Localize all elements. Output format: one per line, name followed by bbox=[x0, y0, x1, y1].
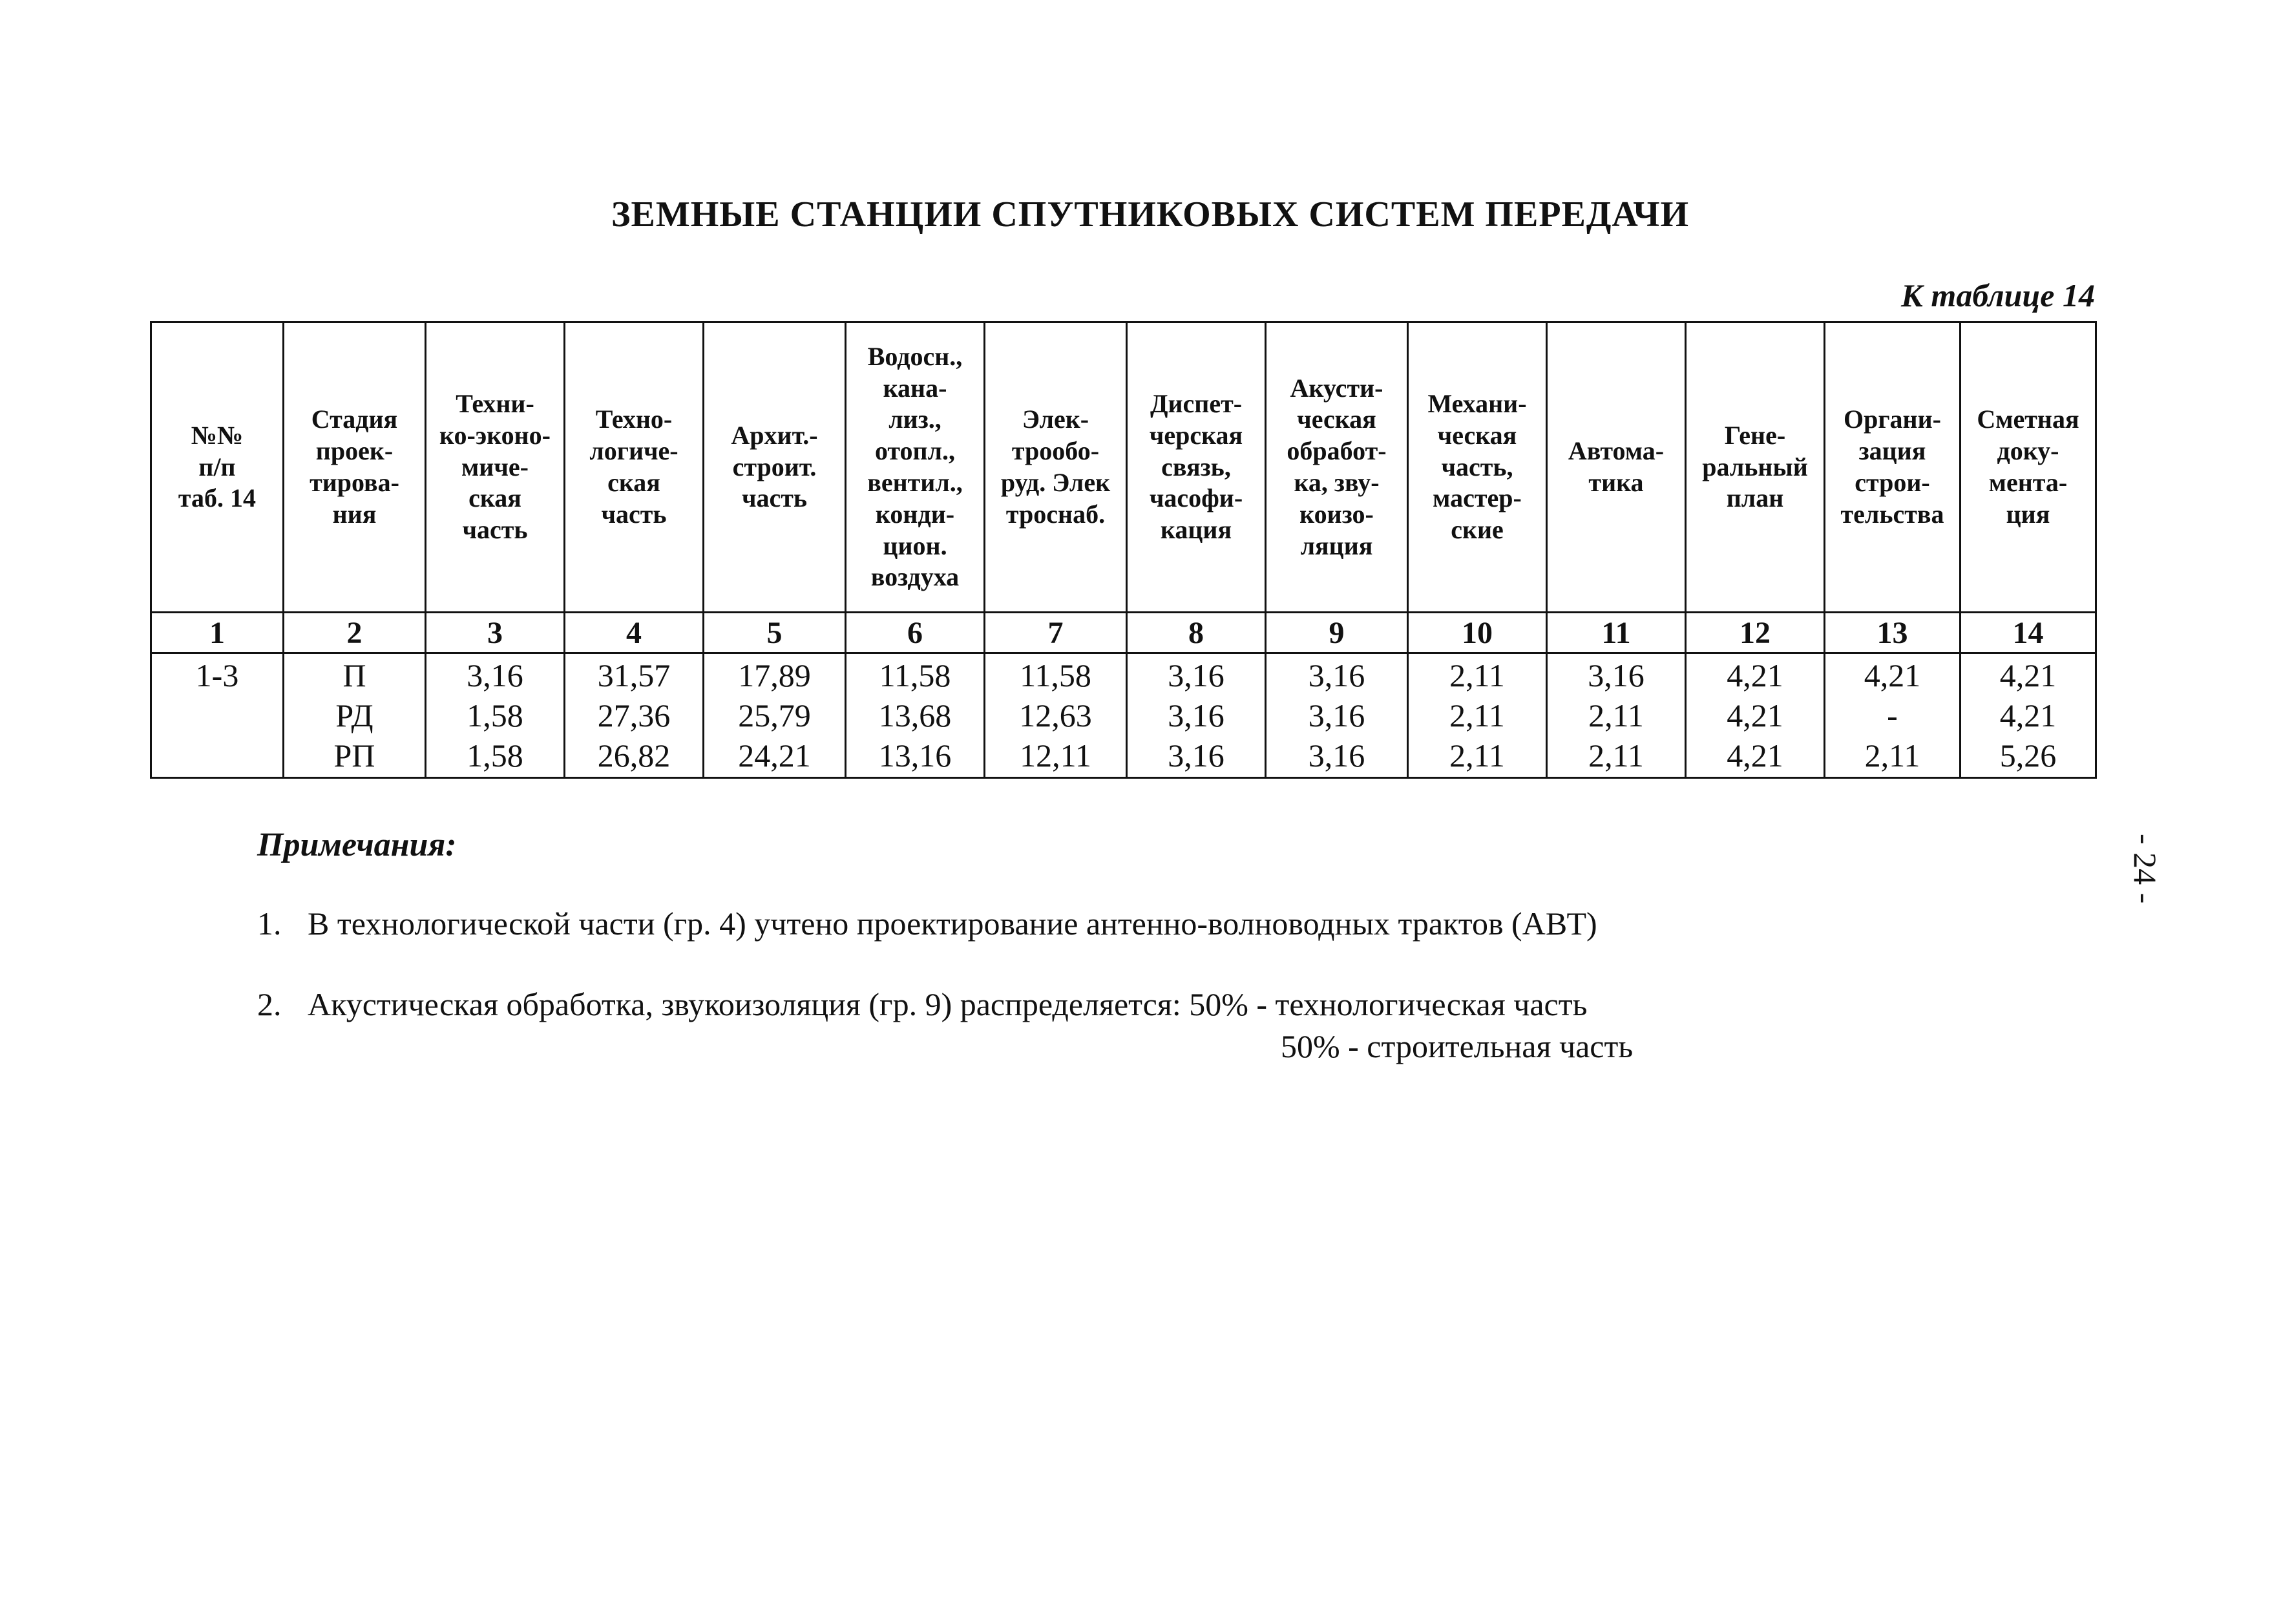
column-number: 8 bbox=[1127, 613, 1266, 653]
row-group-cell bbox=[151, 653, 284, 778]
header-cell: Техни- ко-эконо- миче- ская часть bbox=[426, 322, 565, 613]
value: 4,21 bbox=[1727, 697, 1783, 733]
table-reference: К таблице 14 bbox=[1901, 277, 2095, 313]
value-cell bbox=[1266, 653, 1408, 778]
value: 5,26 bbox=[1999, 737, 2057, 774]
value: 1,58 bbox=[467, 737, 523, 774]
value: 3,16 bbox=[1308, 697, 1365, 733]
column-number: 14 bbox=[1960, 613, 2096, 653]
value: 27,36 bbox=[597, 697, 671, 733]
value-cell bbox=[985, 653, 1127, 778]
value: 2,11 bbox=[1449, 737, 1505, 774]
value: 4,21 bbox=[1727, 737, 1783, 774]
value: 4,21 bbox=[1999, 657, 2057, 693]
column-number: 7 bbox=[985, 613, 1127, 653]
value: 12,63 bbox=[1019, 697, 1092, 733]
header-cell: Техно- логиче- ская часть bbox=[565, 322, 704, 613]
note-number: 1. bbox=[257, 905, 282, 942]
value: 4,21 bbox=[1864, 657, 1921, 693]
value: 2,11 bbox=[1864, 737, 1920, 774]
column-number: 11 bbox=[1547, 613, 1686, 653]
column-number: 6 bbox=[846, 613, 985, 653]
note-item bbox=[257, 905, 1597, 942]
note-item bbox=[257, 986, 1587, 1023]
document-title: ЗЕМНЫЕ СТАНЦИИ СПУТНИКОВЫХ СИСТЕМ ПЕРЕДАЧИ bbox=[611, 195, 1690, 235]
value: 11,58 bbox=[1020, 657, 1091, 693]
cost-distribution-table bbox=[150, 321, 2097, 779]
value: 26,82 bbox=[597, 737, 671, 774]
row-group-label: 1-3 bbox=[195, 657, 239, 693]
value-cell bbox=[1127, 653, 1266, 778]
column-number: 3 bbox=[426, 613, 565, 653]
column-number: 12 bbox=[1686, 613, 1825, 653]
value: 13,16 bbox=[878, 737, 952, 774]
value: 4,21 bbox=[1727, 657, 1783, 693]
value-cell bbox=[426, 653, 565, 778]
notes-title: Примечания: bbox=[257, 827, 457, 863]
value: 3,16 bbox=[1308, 737, 1365, 774]
value-cell bbox=[1825, 653, 1960, 778]
value: - bbox=[1887, 697, 1898, 733]
column-number: 10 bbox=[1408, 613, 1547, 653]
header-cell: Стадия проек- тирова- ния bbox=[284, 322, 426, 613]
note-continuation: 50% - строительная часть bbox=[1281, 1028, 1634, 1064]
value-cell bbox=[1408, 653, 1547, 778]
value: 3,16 bbox=[1168, 657, 1225, 693]
column-number: 1 bbox=[151, 613, 284, 653]
column-number: 4 bbox=[565, 613, 704, 653]
value: 11,58 bbox=[879, 657, 951, 693]
header-cell: Элек- трообо- руд. Элек троснаб. bbox=[985, 322, 1127, 613]
stage-cell bbox=[284, 653, 426, 778]
note-text: Акустическая обработка, звукоизоляция (гр. 9) распределяется: 50% - технологическая часть bbox=[308, 986, 1588, 1022]
value: 2,11 bbox=[1449, 697, 1505, 733]
stage-label: П bbox=[342, 657, 366, 693]
header-row bbox=[151, 322, 2096, 613]
stage-label: РП bbox=[333, 737, 375, 774]
value: 31,57 bbox=[597, 657, 671, 693]
value: 3,16 bbox=[467, 657, 523, 693]
value: 1,58 bbox=[467, 697, 523, 733]
value: 2,11 bbox=[1449, 657, 1505, 693]
column-number-row bbox=[151, 613, 2096, 653]
header-cell: Сметная доку- мента- ция bbox=[1960, 322, 2096, 613]
header-cell: Акусти- ческая обработ- ка, зву- коизо- ляция bbox=[1266, 322, 1408, 613]
value-cell bbox=[1547, 653, 1686, 778]
note-number: 2. bbox=[257, 986, 282, 1022]
header-cell: Автома- тика bbox=[1547, 322, 1686, 613]
value: 24,21 bbox=[738, 737, 811, 774]
value-cell bbox=[565, 653, 704, 778]
header-cell: №№ п/п таб. 14 bbox=[151, 322, 284, 613]
header-cell: Гене- ральный план bbox=[1686, 322, 1825, 613]
table-row bbox=[151, 653, 2096, 778]
value: 3,16 bbox=[1168, 737, 1225, 774]
value: 17,89 bbox=[738, 657, 811, 693]
value-cell bbox=[846, 653, 985, 778]
value: 12,11 bbox=[1020, 737, 1091, 774]
value: 2,11 bbox=[1588, 697, 1644, 733]
value: 3,16 bbox=[1588, 657, 1645, 693]
header-cell: Органи- зация строи- тельства bbox=[1825, 322, 1960, 613]
value: 4,21 bbox=[1999, 697, 2057, 733]
header-cell: Механи- ческая часть, мастер- ские bbox=[1408, 322, 1547, 613]
column-number: 9 bbox=[1266, 613, 1408, 653]
page-number: - 24 - bbox=[2127, 834, 2163, 904]
value: 3,16 bbox=[1308, 657, 1365, 693]
column-number: 13 bbox=[1825, 613, 1960, 653]
value: 3,16 bbox=[1168, 697, 1225, 733]
stage-label: РД bbox=[335, 697, 373, 733]
header-cell: Водосн., кана- лиз., отопл., вентил., конди- цион. воздуха bbox=[846, 322, 985, 613]
value: 25,79 bbox=[738, 697, 811, 733]
value: 2,11 bbox=[1588, 737, 1644, 774]
value: 13,68 bbox=[878, 697, 952, 733]
value-cell bbox=[704, 653, 846, 778]
note-text: В технологической части (гр. 4) учтено проектирование антенно-волноводных трактов (АВТ) bbox=[308, 905, 1597, 942]
column-number: 5 bbox=[704, 613, 846, 653]
header-cell: Диспет- черская связь, часофи- кация bbox=[1127, 322, 1266, 613]
header-cell: Архит.- строит. часть bbox=[704, 322, 846, 613]
column-number: 2 bbox=[284, 613, 426, 653]
value-cell bbox=[1960, 653, 2096, 778]
value-cell bbox=[1686, 653, 1825, 778]
